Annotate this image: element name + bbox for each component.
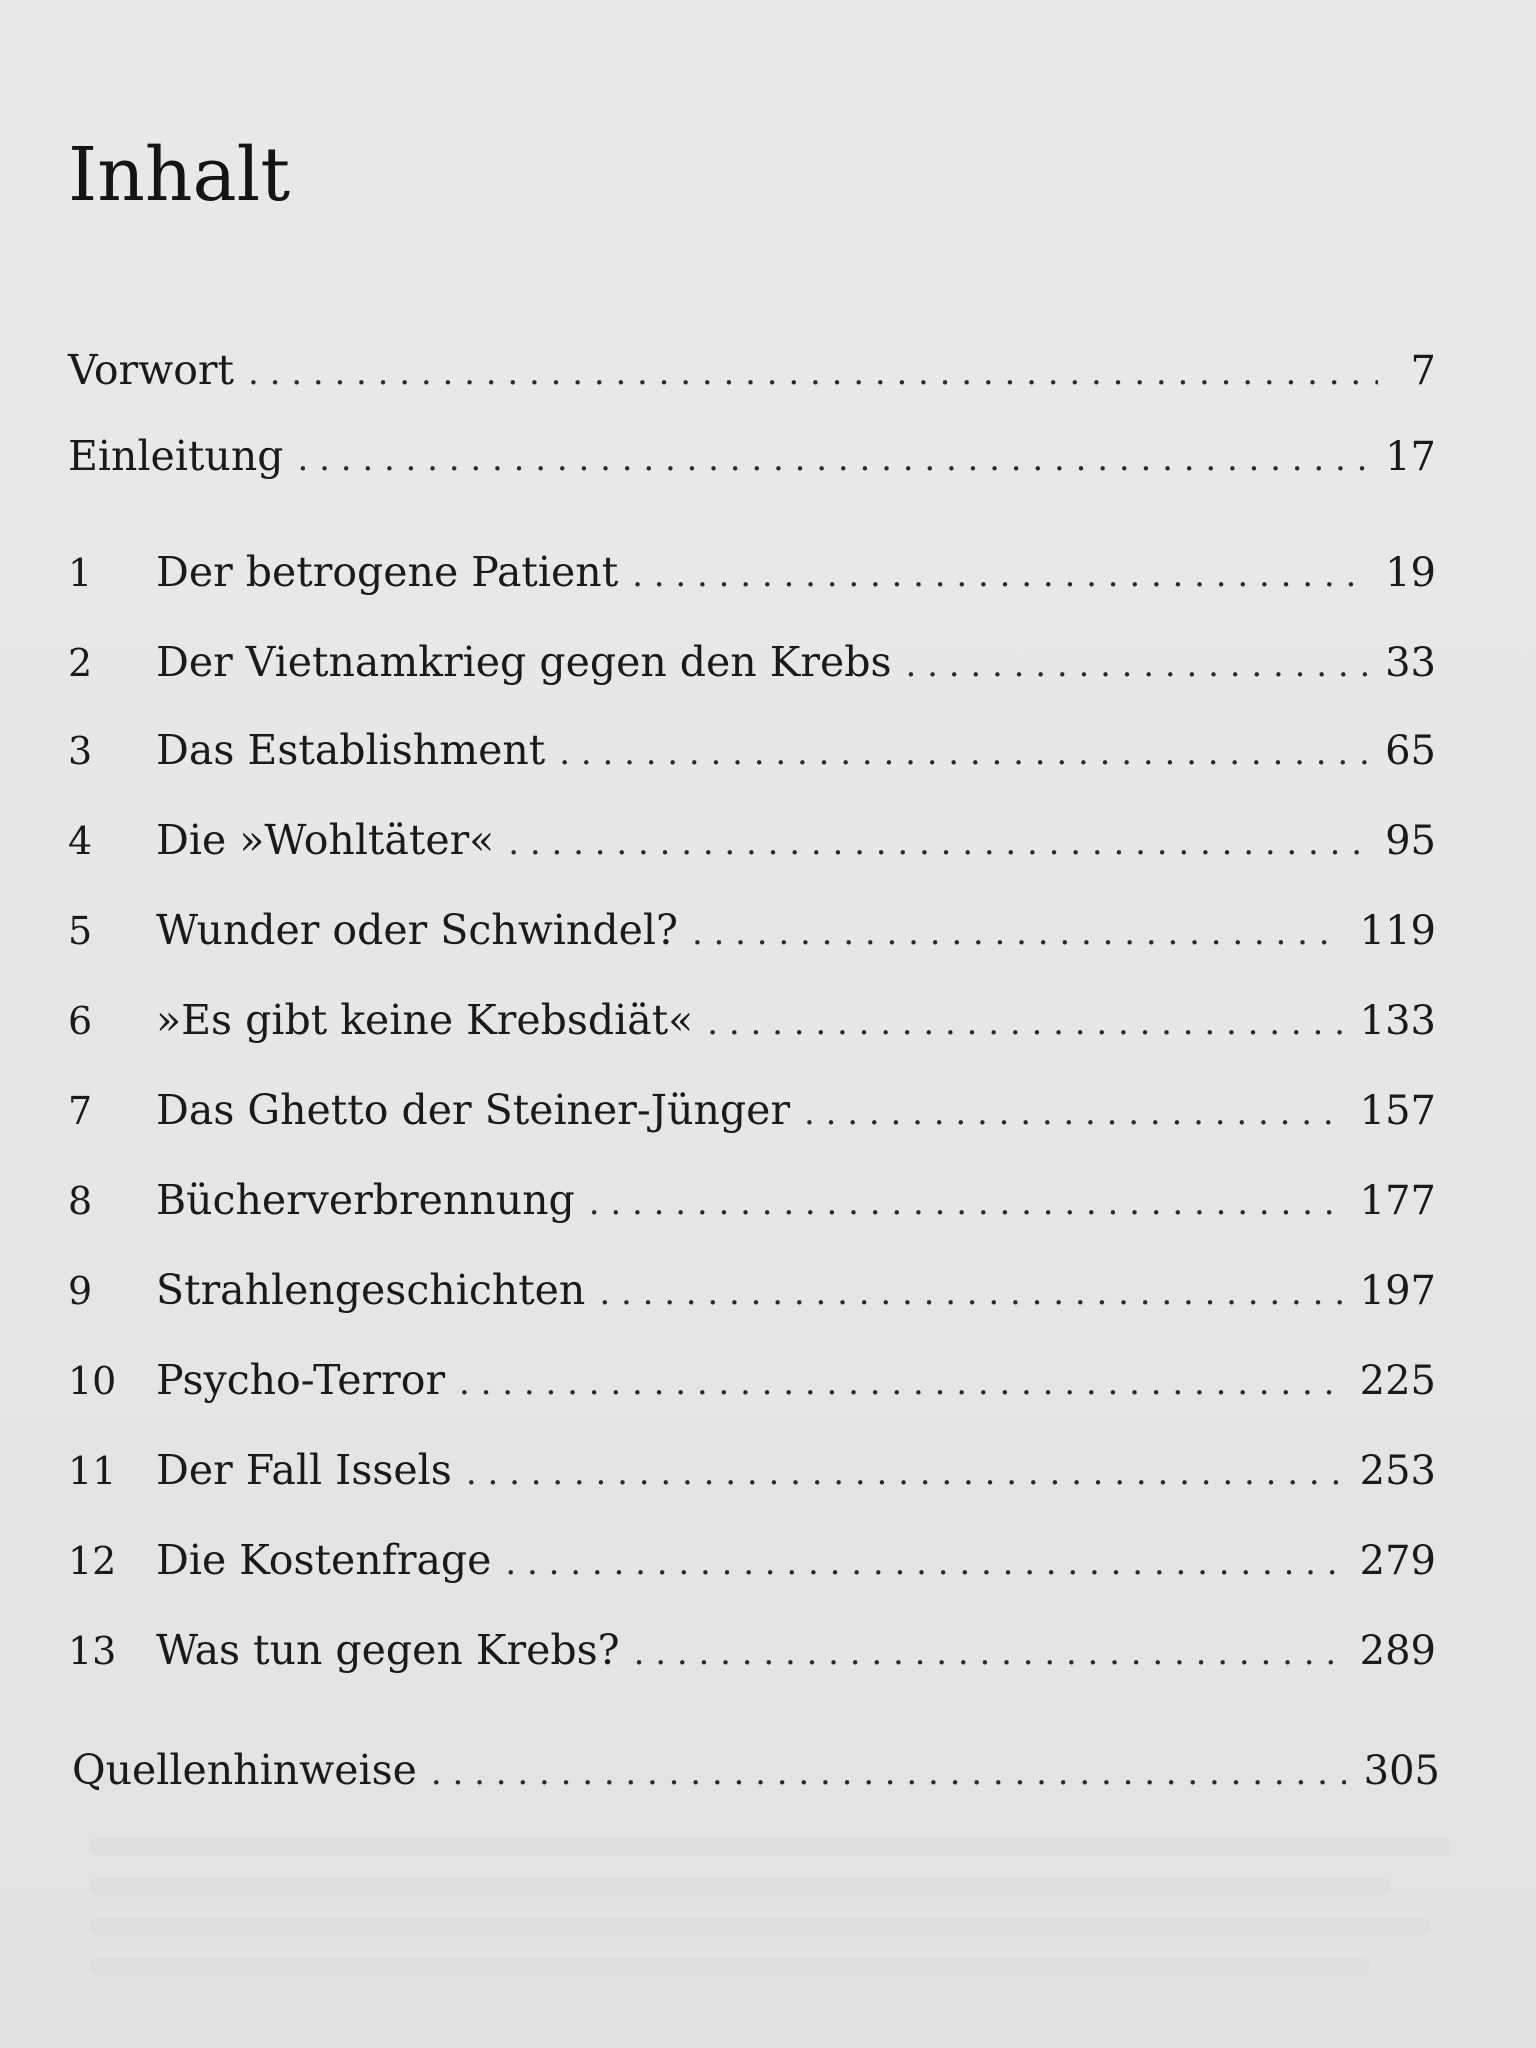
chapter-number: 1 (68, 551, 93, 595)
toc-entry-label: Was tun gegen Krebs? (156, 1626, 620, 1674)
dot-leader (906, 635, 1368, 695)
dot-leader (431, 1743, 1346, 1803)
toc-entry-vorwort (68, 340, 1436, 400)
chapter-number: 4 (68, 819, 93, 863)
toc-entry-label: Bücherverbrennung (156, 1176, 575, 1224)
toc-page-number: 19 (1385, 550, 1436, 596)
toc-page-number: 65 (1385, 728, 1436, 774)
toc-entry-label: Die Kostenfrage (156, 1536, 492, 1584)
toc-page-number: 133 (1359, 998, 1436, 1044)
toc-entry-label: Der Vietnamkrieg gegen den Krebs (156, 638, 892, 686)
toc-chapter-12 (68, 1530, 1436, 1590)
chapter-number: 13 (68, 1629, 117, 1673)
chapter-number: 7 (68, 1089, 93, 1133)
chapter-number: 10 (68, 1359, 117, 1403)
dot-leader (248, 343, 1378, 403)
toc-chapter-10 (68, 1350, 1436, 1410)
dot-leader (634, 1623, 1342, 1683)
toc-chapter-7 (68, 1080, 1436, 1140)
toc-entry-label: Der betrogene Patient (156, 548, 619, 596)
toc-entry-einleitung (68, 426, 1436, 486)
toc-page-number: 253 (1359, 1448, 1436, 1494)
toc-page-number: 177 (1359, 1178, 1436, 1224)
dot-leader (692, 903, 1342, 963)
toc-chapter-2 (68, 632, 1436, 692)
toc-entry-label: »Es gibt keine Krebsdiät« (156, 996, 694, 1044)
toc-chapter-4 (68, 810, 1436, 870)
toc-chapter-8 (68, 1170, 1436, 1230)
toc-page-number: 119 (1359, 908, 1436, 954)
dot-leader (707, 993, 1341, 1053)
dot-leader (297, 429, 1367, 489)
toc-entry-label: Das Ghetto der Steiner-Jünger (156, 1086, 791, 1134)
toc-page-number: 225 (1359, 1358, 1436, 1404)
toc-page-number: 157 (1359, 1088, 1436, 1134)
chapter-number: 9 (68, 1269, 93, 1313)
dot-leader (559, 723, 1367, 783)
chapter-number: 11 (68, 1449, 117, 1493)
dot-leader (804, 1083, 1342, 1143)
toc-entry-label: Die »Wohltäter« (156, 816, 495, 864)
toc-page-number: 279 (1359, 1538, 1436, 1584)
toc-entry-label: Quellenhinweise (72, 1746, 417, 1794)
toc-page-number: 197 (1359, 1268, 1436, 1314)
toc-chapter-6 (68, 990, 1436, 1050)
chapter-number: 3 (68, 729, 93, 773)
toc-entry-label: Einleitung (68, 432, 284, 480)
chapter-number: 2 (68, 641, 93, 685)
chapter-number: 6 (68, 999, 93, 1043)
dot-leader (505, 1533, 1341, 1593)
toc-entry-label: Vorwort (68, 346, 234, 394)
toc-page-number: 95 (1385, 818, 1436, 864)
page-title: Inhalt (68, 132, 291, 218)
toc-entry-label: Das Establishment (156, 726, 546, 774)
toc-entry-quellenhinweise (72, 1740, 1440, 1800)
toc-chapter-13 (68, 1620, 1436, 1680)
dot-leader (599, 1263, 1341, 1323)
dot-leader (589, 1173, 1342, 1233)
chapter-number: 5 (68, 909, 93, 953)
toc-page-number: 289 (1359, 1628, 1436, 1674)
toc-page-number: 33 (1385, 640, 1436, 686)
toc-page-number: 17 (1385, 434, 1436, 480)
toc-entry-label: Psycho-Terror (156, 1356, 446, 1404)
toc-chapter-3 (68, 720, 1436, 780)
dot-leader (466, 1443, 1342, 1503)
toc-entry-label: Strahlengeschichten (156, 1266, 586, 1314)
toc-chapter-11 (68, 1440, 1436, 1500)
dot-leader (632, 545, 1367, 605)
chapter-number: 8 (68, 1179, 93, 1223)
toc-entry-label: Wunder oder Schwindel? (156, 906, 678, 954)
toc-chapter-5 (68, 900, 1436, 960)
toc-chapter-1 (68, 542, 1436, 602)
dot-leader (459, 1353, 1342, 1413)
toc-chapter-9 (68, 1260, 1436, 1320)
toc-entry-label: Der Fall Issels (156, 1446, 452, 1494)
chapter-number: 12 (68, 1539, 117, 1583)
toc-page-number: 305 (1363, 1748, 1440, 1794)
toc-page-number: 7 (1410, 348, 1436, 394)
dot-leader (508, 813, 1367, 873)
